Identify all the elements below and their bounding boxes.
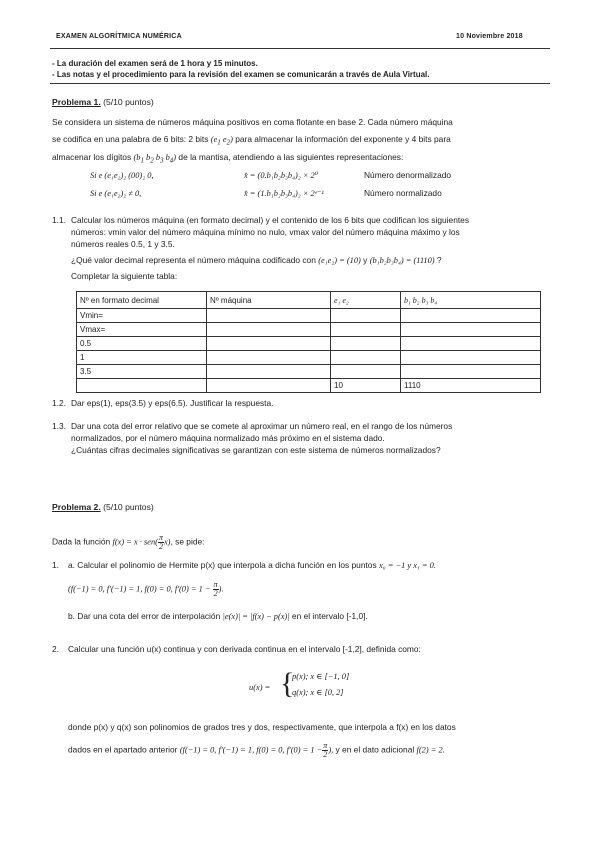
qb-text-b: en el intervalo [-1,0]. (289, 611, 368, 621)
problem2-points: (5/10 puntos) (100, 502, 154, 512)
p1-intro-line2 (52, 134, 451, 149)
pi-symbol: π (323, 741, 328, 750)
final-cond-end: ), (328, 745, 334, 755)
table-cell (207, 351, 331, 365)
q11-line2: números: vmin valor del número máquina mínimo no nulo, vmax valor del número máquina máximo y los (71, 227, 460, 237)
problem1-title: Problema 1. (52, 97, 101, 107)
denominator: 2 (213, 589, 218, 598)
q1-number: 1. (52, 560, 59, 570)
final-line2 (68, 742, 445, 759)
table-row (77, 365, 541, 379)
exam-title: EXAMEN ALGORÍTMICA NUMÉRICA (56, 33, 182, 40)
table-cell (207, 309, 331, 323)
rep1-formula: x̂ = (0.b₁b₂b₃b₄)₂ × 2⁰ (244, 171, 319, 180)
exam-date: 10 Noviembre 2018 (456, 33, 523, 40)
q12-text: Dar eps(1), eps(3.5) y eps(6.5). Justificar la respuesta. (71, 398, 274, 408)
qa-line (68, 560, 436, 571)
final-line2b: y en el dato adicional (333, 744, 415, 755)
table-cell (401, 351, 541, 365)
q11-line5: Completar la siguiente tabla: (71, 271, 178, 281)
rep1-condition: Si e (e₁e₂)₂ (00)₂ 0, (90, 171, 154, 180)
table-header: e₁ e₂ (331, 292, 401, 309)
p2-intro-a: Dada la función (52, 536, 111, 547)
table-row (77, 379, 541, 393)
table-cell (207, 365, 331, 379)
table-row (77, 323, 541, 337)
table-cell (331, 337, 401, 351)
q11-line4a: ¿Qué valor decimal representa el número máquina codificado con (71, 255, 316, 265)
q2-text: Calcular una función u(x) continua y con derivada continua en el intervalo [-1,2], definida como: (68, 644, 421, 654)
problem1-heading (52, 97, 154, 107)
mantissa-bits-symbol: ($b_1$ $b_2$ $b_3$ $b_4$) (133, 153, 177, 165)
table-header: Nº máquina (207, 292, 331, 309)
table-cell (401, 365, 541, 379)
table-cell (207, 323, 331, 337)
p1-intro-line3a: almacenar los dígitos (52, 152, 132, 162)
qa-points: x₀ = −1 y x₁ = 0. (378, 561, 436, 570)
table-cell (331, 365, 401, 379)
table-header: Nº en formato decimal (77, 292, 207, 309)
piecewise-lhs: u(x) = (249, 683, 271, 692)
table-cell (331, 323, 401, 337)
p2-intro-b: , se pide: (170, 536, 205, 547)
p1-intro-line2a: se codifica en una palabra de 6 bits: 2 bits (52, 134, 209, 144)
problem1-points: (5/10 puntos) (100, 97, 154, 107)
table-cell (331, 309, 401, 323)
table-cell (77, 379, 207, 393)
table-cell: 3.5 (77, 365, 207, 379)
table-cell (401, 309, 541, 323)
table-cell: Vmin= (77, 309, 207, 323)
header-rule (50, 48, 550, 49)
q13-line3: ¿Cuántas cifras decimales significativas se garantizan con este sistema de números normalizados? (71, 445, 441, 455)
table-cell: 1 (77, 351, 207, 365)
table-cell (401, 337, 541, 351)
q11-exp-code: (e₁e₂) = (10) (318, 256, 361, 265)
piecewise-case1: p(x); x ∈ [−1, 0] (292, 672, 350, 681)
qa-text: a. Calcular el polinomio de Hermite p(x) que interpola a dicha función en los puntos (68, 560, 377, 570)
final-extra: f(2) = 2. (416, 745, 445, 755)
qa-cond: (f(−1) = 0, f′(−1) = 1, f(0) = 0, f′(0) = 1 − (68, 584, 211, 594)
function-definition: f(x) = x · sen( (112, 537, 158, 547)
q13-line1: Dar una cota del error relativo que se comete al aproximar un número real, en el rango de los números (71, 421, 453, 431)
table-cell: 1110 (401, 379, 541, 393)
q11-line4c: y (360, 255, 370, 265)
problem2-title: Problema 2. (52, 502, 101, 512)
q2-number: 2. (52, 644, 59, 654)
problem2-heading (52, 502, 154, 512)
qb-text-a: b. Dar una cota del error de interpolación (68, 611, 221, 621)
qb-line (68, 611, 368, 622)
table-header-row (77, 292, 541, 309)
final-cond: (f(−1) = 0, f′(−1) = 1, f(0) = 0, f′(0) = 1 − (179, 745, 323, 755)
table-row (77, 337, 541, 351)
table-cell: Vmax= (77, 323, 207, 337)
q11-line1: Calcular los números máquina (en formato decimal) y el contenido de los 6 bits que codifican los siguientes (71, 215, 470, 225)
denominator: 2 (158, 542, 163, 551)
p1-intro-line3 (52, 152, 403, 167)
q11-line4 (71, 255, 442, 266)
q13-number: 1.3. (52, 421, 66, 431)
table-header: b₁ b₂ b₃ b₄ (401, 292, 541, 309)
piecewise-case2: q(x); x ∈ [0, 2] (292, 688, 344, 697)
pi-symbol: π (213, 580, 218, 589)
table-cell: 10 (331, 379, 401, 393)
table-cell (331, 351, 401, 365)
qa-cond-end: ). (218, 584, 224, 594)
piecewise-brace: { (280, 667, 295, 700)
p1-intro-line3b: de la mantisa, atendiendo a las siguientes representaciones: (176, 152, 404, 162)
rep2-label: Número normalizado (364, 188, 442, 198)
qa-conditions (68, 581, 224, 598)
p2-intro (52, 534, 204, 551)
p1-intro-line1: Se considera un sistema de números máquina positivos en coma flotante en base 2. Cada número máquina (52, 117, 453, 127)
q11-number: 1.1. (52, 215, 66, 225)
denominator: 2 (323, 750, 328, 759)
p1-intro-line2b: para almacenar la información del exponente y 4 bits para (232, 134, 451, 144)
q12-number: 1.2. (52, 398, 66, 408)
notice-rule (50, 83, 550, 84)
final-line2a: dados en el apartado anterior (68, 744, 178, 755)
q11-line4e: ? (434, 255, 442, 265)
q13-line2: normalizados, por el número máquina normalizado más próximo en el sistema dado. (71, 433, 385, 443)
q11-line3: números reales 0.5, 1 y 3.5. (71, 239, 175, 249)
table-row (77, 309, 541, 323)
error-formula: |e(x)| = |f(x) − p(x)| (222, 612, 290, 621)
rep2-condition: Si e (e₁e₂)₂ ≠ 0, (90, 189, 142, 198)
notice-grades: - Las notas y el procedimiento para la revisión del examen se comunicarán a través de Aula Virtual. (52, 70, 430, 79)
table-cell (207, 337, 331, 351)
q11-mant-code: (b₁b₂b₃b₄) = (1110) (369, 256, 435, 265)
rep2-formula: x̂ = (1.b₁b₂b₃b₄)₂ × 2ᵉ⁻¹ (244, 189, 324, 198)
function-close: x) (163, 537, 171, 547)
final-line1: donde p(x) y q(x) son polinomios de grados tres y dos, respectivamente, que interpola a f(x) en los datos (68, 722, 456, 732)
table-cell: 0.5 (77, 337, 207, 351)
rep1-label: Número denormalizado (364, 170, 452, 180)
pi-symbol: π (158, 533, 163, 542)
machine-number-table (76, 291, 541, 393)
table-row (77, 351, 541, 365)
notice-duration: - La duración del examen será de 1 hora y 15 minutos. (52, 59, 258, 68)
exponent-bits-symbol: ($e_1$ $e_2$) (210, 135, 233, 147)
table-cell (207, 379, 331, 393)
table-cell (401, 323, 541, 337)
